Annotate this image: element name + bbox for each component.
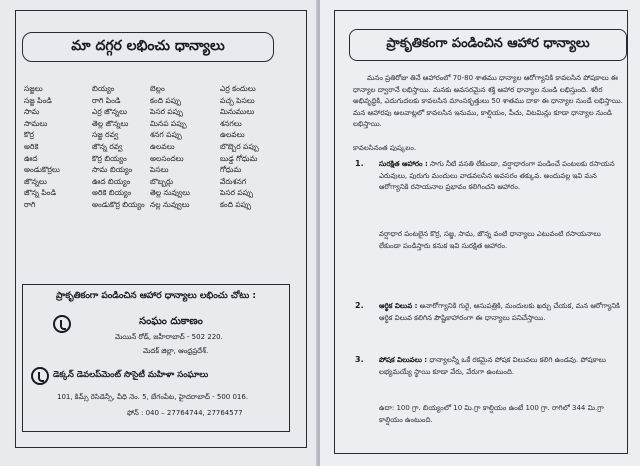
list-item: నల్ల నువ్వులు xyxy=(150,199,190,209)
item-text: ధాన్యాలన్నీ ఒకే రకమైన పోషక విలువలు కలిగి ఉండవు. పోషకాలు లభ్యమయ్యే స్థాయి కూడా వేరు, వేరుగా ఉంటుంది. xyxy=(379,356,606,376)
item-title: పోషక విలువలు : xyxy=(379,356,428,364)
lead-in-line: కావలసినంత పుష్కలం. xyxy=(353,144,417,152)
list-item: సజ్జలు xyxy=(24,84,43,93)
item-number: 3. xyxy=(355,355,364,364)
item-nutritional-value xyxy=(379,355,623,378)
list-item: పెసర పప్పు xyxy=(150,107,184,117)
left-page xyxy=(0,0,318,466)
list-item: వేరుశనగ xyxy=(220,176,247,186)
list-item: రాగి పిండి xyxy=(92,95,121,105)
society-phone: ఫోన్ : 040 – 27764744, 27764577 xyxy=(127,409,243,417)
list-item: కొర్ర xyxy=(24,130,34,140)
society-logo-icon xyxy=(31,367,49,385)
grain-list xyxy=(24,83,296,283)
list-item: అండుకొర్ర బియ్యం xyxy=(92,199,145,209)
list-item: సజ్జ పిండి xyxy=(24,95,52,105)
shop-district: మెదక్ జిల్లా, ఆంధ్రప్రదేశ్. xyxy=(143,347,209,355)
list-item: పచ్చ పెసలు xyxy=(220,95,255,105)
list-item: కంది పప్పు xyxy=(150,95,182,105)
list-item: అండుకొర్రలు xyxy=(24,165,60,175)
list-item: కంది పప్పు xyxy=(220,199,252,209)
list-item: బియ్యం xyxy=(92,84,115,93)
sangham-logo-icon xyxy=(53,315,71,333)
list-item: ఎర్ర కందులు xyxy=(220,84,256,93)
list-item: ఉలవలు xyxy=(220,130,245,140)
list-item: బొబ్బర్లు xyxy=(150,176,174,186)
list-item: తెల్ల జొన్నలు xyxy=(92,118,129,128)
list-item: బుడ్డ గోధుమ xyxy=(220,153,258,163)
list-item: పెసలు xyxy=(150,165,169,175)
availability-title: ప్రాకృతికంగా పండించిన ఆహార ధాన్యాలు లభించు చోటు : xyxy=(55,291,256,301)
item-text: అనారోగ్యానికి గురై, ఆసుపత్రికి, మందులకు ఖర్చు చేయక, మన ఆరోగ్యానికి ఆర్థిక విలువ కలిగిన పౌష్టికాహారంగా ఈ ధాన్యాలు పనిచేస్తాయి. xyxy=(379,302,620,322)
list-item: సజ్జ రవ్వ xyxy=(92,130,119,140)
grain-column xyxy=(220,83,259,211)
list-item: పెసర పప్పు xyxy=(220,188,254,198)
right-page xyxy=(320,0,640,466)
society-address: 101, కిమ్స్ రెసిడెన్సీ, వీధి నెం. 5, బేగంపేట, హైదరాబాద్ - 500 016. xyxy=(57,393,249,401)
item-number: 2. xyxy=(355,301,364,310)
list-item: జొన్న పిండి xyxy=(24,188,57,198)
right-page-frame xyxy=(334,10,628,454)
list-item: గోధుమ xyxy=(220,165,242,175)
list-item: కొర్ర బియ్యం xyxy=(92,153,127,163)
grain-column xyxy=(24,83,60,211)
grain-column xyxy=(92,83,145,211)
list-item: బెల్లం xyxy=(150,84,165,93)
list-item: అలసందలు xyxy=(150,153,184,163)
intro-paragraph: మనం ప్రతిరోజు తినే ఆహారంలో 70-80 శాతము ధాన్యాల ఆరోగ్యానికి కావలసిన పోషకాలు ఈ ధాన్యాల ద్వారానే లభిస్తాయి. మనకు అవసరమైన శక్తి ఆహార ధాన్యాల నుండి లభిస్తుంది. శరీర అభివృద్ధికి, ఎదుగుదలకు కావలసిన మాంసకృత్తులు 50 శాతము దాకా ఈ ధాన్యాల నుండే లభిస్తాయి. మన ఆహారపు అలవాట్లలో కావలసిన ఇనుము, కాల్షియం, పీచు, విటమిన్లు కూడా ధాన్యాల నుండి లభిస్తాయి. xyxy=(353,74,623,128)
shop-address: మెయిన్ రోడ్, జహీరాబాద్ - 502 220. xyxy=(115,333,223,341)
list-item: జొన్నలు xyxy=(24,176,47,186)
item-text: సాగు నీటి వసతి లేకుండా, వర్షాధారంగా పండించే పంటలకు రసాయన ఎరువులు, పురుగు మందులు వాడవలసిన అవసరం తక్కువ. అందువల్ల ఇవి మన ఆరోగ్యానికి రసాయనాల ప్రభావం కలిగించని ఆహారం. xyxy=(379,160,615,191)
shop-name: సంఘం దుకాణం xyxy=(139,316,203,327)
list-item: ఊద xyxy=(24,153,38,163)
item-number: 1. xyxy=(355,159,364,168)
list-item: రాగి xyxy=(24,199,36,209)
list-item: ఎర్ర జొన్నలు xyxy=(92,107,128,117)
list-item: అరికె xyxy=(24,141,39,151)
list-item: శనగలు xyxy=(220,118,242,128)
list-item: మినప పప్పు xyxy=(150,118,187,128)
list-item: సామ బియ్యం xyxy=(92,165,133,175)
list-item: అరికె బియ్యం xyxy=(92,188,132,198)
list-item: ఊద బియ్యం xyxy=(92,176,131,186)
list-item: సామ xyxy=(24,107,40,117)
availability-box xyxy=(22,284,290,432)
list-item: మినుములు xyxy=(220,107,255,117)
left-page-heading: మా దగ్గర లభించు ధాన్యాలు xyxy=(22,32,274,62)
item-title: ఆర్థిక విలువ : xyxy=(379,302,418,310)
list-item: శనగ పప్పు xyxy=(150,130,182,140)
item-nutritional-example: ఉదా: 100 గ్రా. బియ్యంలో 10 మి.గ్రా కాల్షియం ఉంటే 100 గ్రా. రాగిలో 344 మి.గ్రా కాల్షియం ఉంటుంది. xyxy=(379,404,604,424)
list-item: జొన్న రవ్వ xyxy=(92,141,123,151)
item-safe-food-extra: వర్షాధార పంటలైన కొర్ర, సజ్జ, సామ, జొన్న వంటి ధాన్యాలు ఎటువంటి రసాయనాలు లేకుండా పండిస్తారు కనుక ఇవి సురక్షిత ఆహారం. xyxy=(379,230,601,250)
item-safe-food xyxy=(379,159,623,194)
grain-column xyxy=(150,83,190,211)
item-title: సురక్షిత ఆహారం : xyxy=(379,160,428,168)
list-item: సామలు xyxy=(24,118,48,128)
list-item: ఉలవలు xyxy=(150,141,175,151)
list-item: తెల్ల నువ్వులు xyxy=(150,188,191,198)
right-page-heading: ప్రాకృతికంగా పండించిన ఆహార ధాన్యాలు xyxy=(349,29,627,61)
list-item: బొబ్బెర పప్పు xyxy=(220,141,259,151)
item-economic-value xyxy=(379,301,623,324)
society-name: డెక్కన్ డెవలప్‌మెంట్ సొసైటీ మహిళా సంఘాలు xyxy=(53,370,209,380)
